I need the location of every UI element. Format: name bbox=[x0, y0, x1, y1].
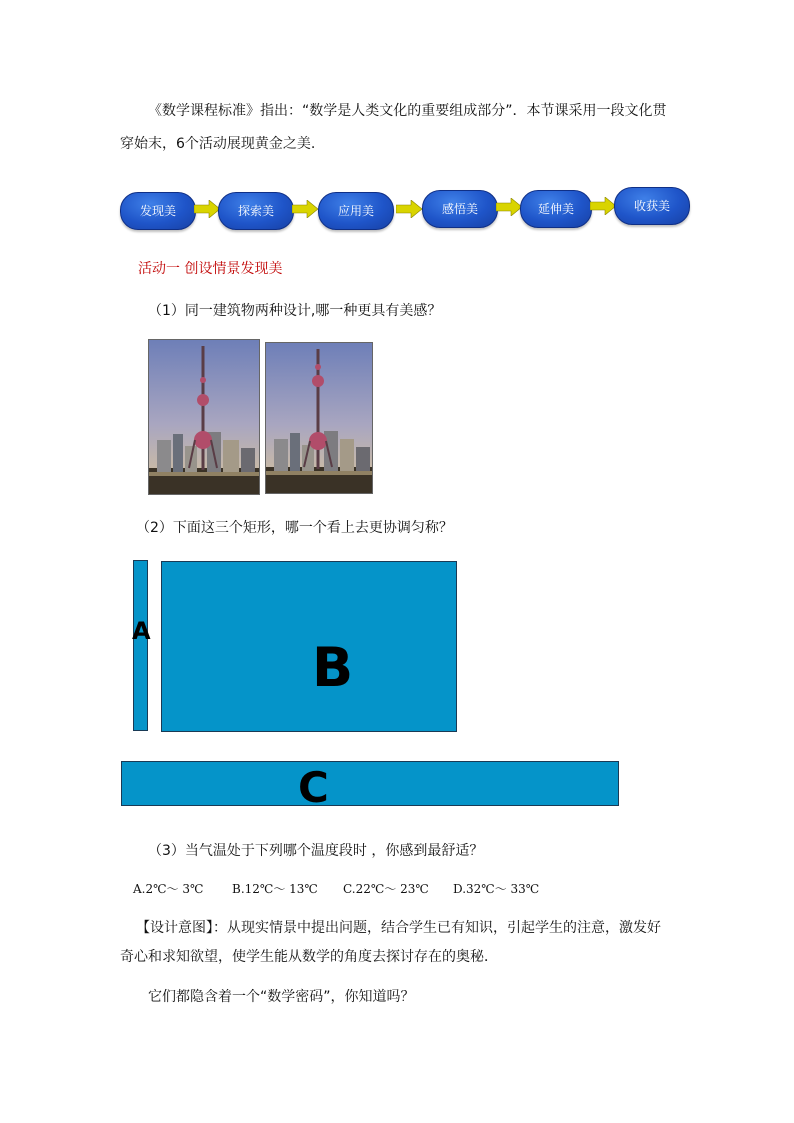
flow-arrow-icon bbox=[396, 200, 422, 218]
rectangle-a-label: A bbox=[132, 617, 151, 645]
intro-line-1: 《数学课程标准》指出：“数学是人类文化的重要组成部分”．本节课采用一段文化贯 bbox=[148, 103, 667, 119]
intro-line-2: 穿始末，6个活动展现黄金之美. bbox=[120, 136, 316, 152]
flow-arrow-icon bbox=[590, 197, 616, 215]
flow-node-apply: 应用美 bbox=[318, 192, 394, 230]
flow-node-harvest: 收获美 bbox=[614, 187, 690, 225]
flow-arrow-icon bbox=[496, 198, 522, 216]
closing-question: 它们都隐含着一个“数学密码”，你知道吗？ bbox=[148, 989, 415, 1005]
option-b: B.12℃～ 13℃ bbox=[232, 882, 318, 896]
rectangle-c bbox=[121, 761, 619, 806]
rectangle-b-label: B bbox=[312, 636, 354, 699]
flow-node-perceive: 感悟美 bbox=[422, 190, 498, 228]
flow-node-discover: 发现美 bbox=[120, 192, 196, 230]
question-2: （2）下面这三个矩形，哪一个看上去更协调匀称？ bbox=[136, 520, 453, 536]
tower-photo-a bbox=[148, 339, 260, 495]
option-a: A.2℃～ 3℃ bbox=[133, 882, 204, 896]
rectangle-b bbox=[161, 561, 457, 732]
rectangle-c-label: C bbox=[298, 763, 329, 812]
design-intent-line-2: 奇心和求知欲望，使学生能从数学的角度去探讨存在的奥秘． bbox=[120, 949, 498, 965]
option-d: D.32℃～ 33℃ bbox=[453, 882, 540, 896]
flow-arrow-icon bbox=[292, 200, 318, 218]
flow-node-extend: 延伸美 bbox=[520, 190, 592, 228]
question-3: （3）当气温处于下列哪个温度段时 ，你感到最舒适？ bbox=[148, 843, 484, 859]
flow-arrow-icon bbox=[194, 200, 220, 218]
option-c: C.22℃～ 23℃ bbox=[343, 882, 429, 896]
tower-photo-b bbox=[265, 342, 373, 494]
flow-node-explore: 探索美 bbox=[218, 192, 294, 230]
design-intent-line-1: 【设计意图】：从现实情景中提出问题，结合学生已有知识，引起学生的注意，激发好 bbox=[136, 920, 661, 936]
activity1-heading: 活动一 创设情景发现美 bbox=[138, 261, 283, 277]
question-1: （1）同一建筑物两种设计,哪一种更具有美感？ bbox=[148, 303, 442, 319]
